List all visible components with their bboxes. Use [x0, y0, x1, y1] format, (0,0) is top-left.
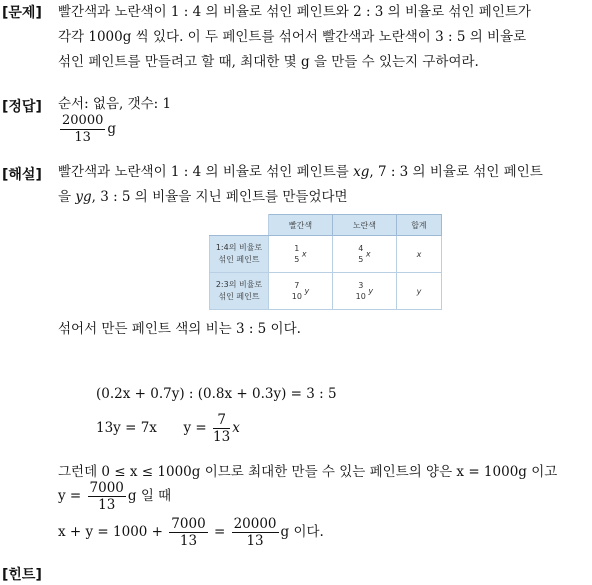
- problem-line-1: 빨간색과 노란색이 1 : 4 의 비율로 섞인 페인트와 2 : 3 의 비율로 섞인 페인트가: [58, 4, 531, 20]
- table-corner: [210, 215, 269, 236]
- table-cell: x: [396, 236, 441, 273]
- equation-2-fraction: $\frac{7}{13}$: [213, 412, 231, 445]
- ratio-table: [209, 214, 442, 310]
- table-cell: 3 10 y: [332, 273, 396, 310]
- answer-unit: g: [107, 121, 117, 137]
- line-5-fraction: $\frac{7000}{13}$: [89, 480, 124, 513]
- solution-line-4: 그런데 0 ≤ x ≤ 1000g 이므로 최대한 만들 수 있는 페인트의 양은 x = 1000g 이고: [58, 464, 558, 480]
- solution-intro: [58, 160, 588, 210]
- table-row-label: 2:3의 비율로 섞인 페인트: [210, 273, 269, 310]
- answer-value: [58, 113, 588, 146]
- table-header-total: 합계: [396, 215, 441, 236]
- solution-line-3: 섞어서 만든 페인트 색의 비는 3 : 5 이다.: [58, 321, 301, 337]
- table-row: [210, 273, 442, 310]
- table-row: [210, 236, 442, 273]
- table-header-yellow: 노란색: [332, 215, 396, 236]
- table-cell: 4 5 x: [332, 236, 396, 273]
- table-cell: 1 5 x: [269, 236, 333, 273]
- equation-1: (0.2x + 0.7y) : (0.8x + 0.3y) = 3 : 5: [96, 386, 337, 402]
- solution-line-6: x + y = 1000 + $\frac{7000}{13}$ = $\frac{20000}{13}$ g 이다.: [58, 516, 324, 549]
- answer-fraction: $\frac{20000}{13}$: [62, 113, 104, 145]
- table-row-label: 1:4의 비율로 섞인 페인트: [210, 236, 269, 273]
- solution-line-5: y = $\frac{7000}{13}$ g 일 때: [58, 480, 172, 513]
- table-cell: y: [396, 273, 441, 310]
- problem-line-3: 섞인 페인트를 만들려고 할 때, 최대한 몇 g 을 만들 수 있는지 구하여라.: [58, 54, 479, 70]
- equation-2: 13y = 7x y = $\frac{7}{13}$ x: [96, 412, 240, 445]
- answer-text: [58, 92, 588, 146]
- line-6-fraction-1: $\frac{7000}{13}$: [171, 516, 206, 549]
- problem-text: [58, 0, 588, 75]
- table-header-row: [210, 215, 442, 236]
- answer-line-1: 순서: 없음, 갯수: 1: [58, 96, 172, 112]
- table-cell: 7 10 y: [269, 273, 333, 310]
- solution-line-1: 빨간색과 노란색이 1 : 4 의 비율로 섞인 페인트를 xg, 7 : 3 의 비율로 섞인 페인트: [58, 164, 543, 180]
- solution-tag: [해설]: [2, 167, 42, 183]
- solution-line-2: 을 yg, 3 : 5 의 비율을 지닌 페인트를 만들었다면: [58, 189, 348, 205]
- problem-line-2: 각각 1000g 씩 있다. 이 두 페인트를 섞어서 빨간색과 노란색이 3 : 5 의 비율로: [58, 29, 527, 45]
- answer-tag: [정답]: [2, 99, 42, 115]
- table-header-red: 빨간색: [269, 215, 333, 236]
- line-6-fraction-2: $\frac{20000}{13}$: [233, 516, 277, 549]
- hint-tag: [힌트]: [2, 567, 42, 583]
- problem-tag: [문제]: [2, 5, 42, 21]
